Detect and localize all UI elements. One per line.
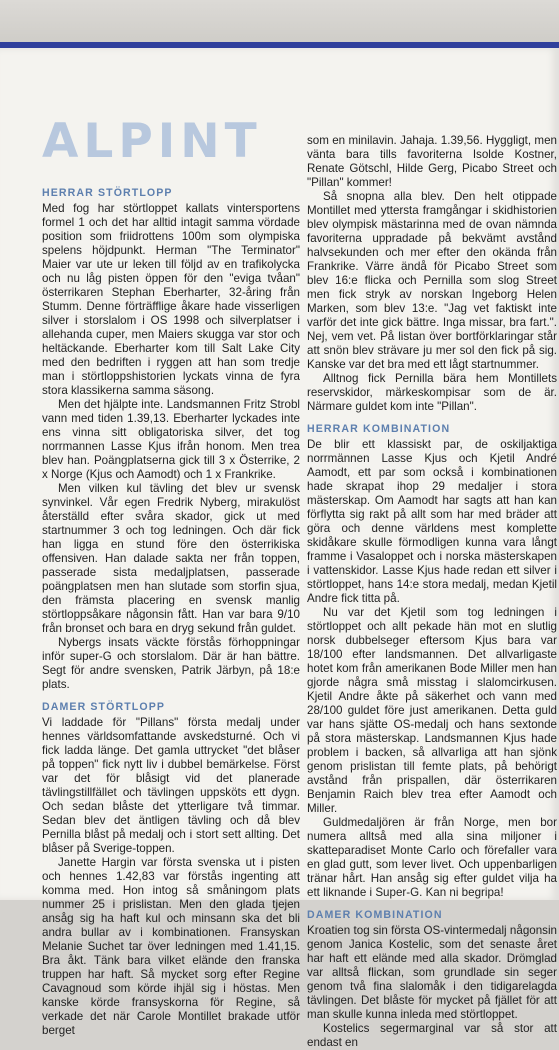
body-paragraph: Kroatien tog sin första OS-vintermedalj någonsin genom Janica Kostelic, som det senaste året har haft ett elände med alla skador. Drömglad var alltså flickan, som grundlade sin seger genom två fina slalomåk i den tidigarelagda tävlingen. Det blåste för mycket på fjället för att man skulle kunna inleda med störtloppet. [307, 924, 557, 1021]
section-heading: HERRAR STÖRTLOPP [42, 187, 173, 199]
body-paragraph: Så snopna alla blev. Den helt otippade Montillet med yttersta framgångar i skidhistorien blev olympisk mästarinna med de ovan nämnda favoriterna uppradade på bekvämt avstånd halvsekunden och mer efter den okända från Frankrike. Värre ändå för Picabo Street som blev 16:e flicka och Pernilla som slog Street men fick stryk av norskan Ingeborg Helen Marken, som blev 13:e. "Jag vet faktiskt inte varför det inte gick bättre. Inga missar, bra fart.". Nej, vem vet. På listan över bortförklaringar står att snön blev strävare ju mer sol den fick på sig. Kanske var det bra med ett lågt startnummer. [307, 190, 557, 371]
body-paragraph: Alltnog fick Pernilla bära hem Montillets reservskidor, märkeskompisar som de är. Närmare guldet kom inte "Pillan". [307, 372, 557, 413]
body-paragraph: Nu var det Kjetil som tog ledningen i störtloppet och allt pekade hän mot en slutlig norsk dubbelseger eftersom Kjus bara var 18/100 efter landsmannen. Det allvarligaste hotet kom från amerikanen Bode Miller men han gjorde några små misstag i slalomcirkusen. Kjetil Andre åkte på säkerhet och vann med 28/100 guldet före just amerikanen. Detta guld var hans sjätte OS-medalj och hans sextonde på stora mästerskap. Landsmannen Kjus hade problem i backen, så allvarliga att han sjönk genom prislistan till femte plats, på behörigt avstånd från prispallen, där österrikaren Benjamin Raich blev trea efter Aamodt och Miller. [307, 606, 557, 815]
body-paragraph: Kostelics segermarginal var så stor att endast en [307, 1022, 557, 1049]
body-paragraph: Men det hjälpte inte. Landsmannen Fritz Strobl vann med tiden 1.39,13. Eberharter lyckades inte ens vinna sitt obligatoriska silver, det tog norrmannen Lasse Kjus ifrån honom. Men trea blev han. Poängplatserna gick till 3 x Österrike, 2 x Norge (Kjus och Aamodt) och 1 x Frankrike. [42, 398, 300, 481]
body-paragraph: Med fog har störtloppet kallats vintersportens formel 1 och det har alltid intagit samma vördade position som friidrottens 100m som olympiska spelens höjdpunkt. Herman "The Terminator" Maier var ute ur leken till följd av en trafikolycka och nu låg pisten öppen för den "eviga tvåan" österrikaren Stephan Eberharter, 32-åring från Stumm. Denne förträfflige åkare hade visserligen silver i storslalom i OS 1998 och silverplatser i allehanda cuper, men Maiers skugga var stor och heltäckande. Eberharter kom till Salt Lake City med den bedriften i ryggen att han som tredje man i störtloppshistorien lyckats vinna de fyra stora klassikerna samma säsong. [42, 202, 300, 397]
section-heading: HERRAR KOMBINATION [307, 423, 451, 435]
body-paragraph: Vi laddade för "Pillans" första medalj under hennes världsomfattande avskedsturné. Och vi fick ladda länge. Det gamla uttrycket "det blåser på toppen" fick nytt liv i dubbel bemärkelse. Först var det för blåsigt vid det planerade tävlingstillfället och tävlingen uppsköts ett dygn. Och sedan blåste det ytterligare två timmar. Sedan blev det äntligen tävling och då blev Pernilla blåst på medalj och i stort sett allting. Det blåser på Sverige-toppen. [42, 716, 300, 855]
section-heading: DAMER KOMBINATION [307, 909, 443, 921]
body-paragraph: Men vilken kul tävling det blev ur svensk synvinkel. Vår egen Fredrik Nyberg, mirakulöst återställd efter svåra skador, gick ut med startnummer 3 och tog ledningen. Och där fick han ligga en stund före den österrikiska offensiven. Han dalade sakta ner från toppen, passerade sista medaljplatsen, passerade poängplatsen men han slutade som storfin sjua, den främsta placering en svensk manlig störtloppsåkare någonsin fått. Han var bara 9/10 från bronset och bara en dryg sekund från guldet. [42, 482, 300, 635]
body-paragraph: Janette Hargin var första svenska ut i pisten och hennes 1.42,83 var förstås ingenting att komma med. Hon intog så småningom plats nummer 25 i prislistan. Men den glada tjejen ansåg sig ha haft kul och minsann ska det bli andra bullar av i kombinationen. Fransyskan Melanie Suchet tar över ledningen med 1.41,15. Bra åkt. Tänk bara vilket elände den franska truppen har haft. Så mycket sorg efter Regine Cavagnoud som körde ihjäl sig i höstas. Men kanske körde fransyskorna för Regine, så verkade det när Carole Montillet brakade utför berget [42, 856, 300, 1037]
body-paragraph: som en minilavin. Jahaja. 1.39,56. Hyggligt, men vänta bara tills favoriterna Isolde Kostner, Renate Götschl, Hilde Gerg, Picabo Street och "Pillan" kommer! [307, 134, 557, 189]
body-paragraph: De blir ett klassiskt par, de oskiljaktiga norrmännen Lasse Kjus och Kjetil André Aamodt, ett par som också i kombinationen hade skrapat ihop 29 medaljer i stora mästerskap. Om Aamodt har sagts att han kan förflytta sig rakt på allt som har med bräder att göra och denne världens mest komplette skidåkare skulle förmodligen kunna vara långt framme i Vasaloppet och i norska mästerskapen i vattenskidor. Lasse Kjus hade redan ett silver i störtloppet, hans 14:e stora medalj, medan Kjetil Andre fick titta på. [307, 438, 557, 605]
body-paragraph: Guldmedaljören är från Norge, men bor numera alltså med alla sina miljoner i skatteparadiset Monte Carlo och förefaller vara en glad gutt, som lever livet. Och uppenbarligen tränar hårt. Han ansåg sig efter guldet vilja ha ett liknande i Super-G. Kan ni begripa! [307, 816, 557, 899]
left-column [42, 186, 300, 1038]
top-margin [0, 0, 559, 42]
body-paragraph: Nybergs insats väckte förstås förhoppningar inför super-G och storslalom. Där är han bättre. Segt för andre svensken, Patrik Järbyn, på 18:e plats. [42, 636, 300, 691]
section-heading: DAMER STÖRTLOPP [42, 701, 166, 713]
page-title: ALPINT [42, 114, 262, 169]
right-column [307, 134, 557, 1050]
